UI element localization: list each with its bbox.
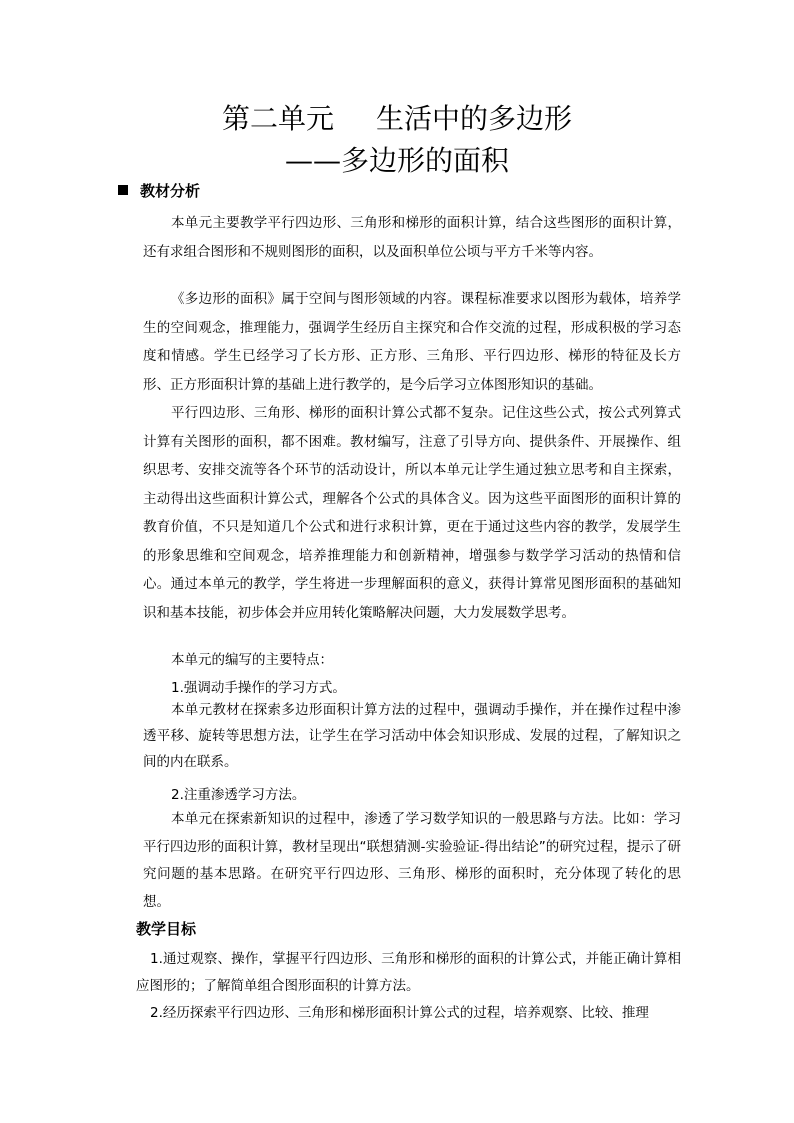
objective-item bbox=[136, 946, 681, 1000]
feature-item: 2.注重渗透学习方法。 bbox=[171, 787, 306, 803]
paragraph: 本单元在探索新知识的过程中，渗透了学习数学知识的一般思路与方法。比如：学习平行四边形的面积计算，教材呈现出“联想猜测-实验验证-得出结论”的研究过程，提示了研究问题的基本思路。在研究平行四边形、三角形、梯形的面积时，充分体现了转化的思想。 bbox=[143, 811, 681, 910]
paragraph: 平行四边形、三角形、梯形的面积计算公式都不复杂。记住这些公式，按公式列算式计算有关图形的面积，都不困难。教材编写，注意了引导方向、提供条件、开展操作、组织思考、安排交流等各个环节的活动设计，所以本单元让学生通过独立思考和自主探索，主动得出这些面积计算公式，理解各个公式的具体含义。因为这些平面图形的面积计算的教育价值，不只是知道几个公式和进行求积计算，更在于通过这些内容的教学，发展学生的形象思维和空间观念，培养推理能力和创新精神，增强参与数学学习活动的热情和信心。通过本单元的教学，学生将进一步理解面积的意义，获得计算常见图形面积的基础知识和基本技能，初步体会并应用转化策略解决问题，大力发展数学思考。 bbox=[143, 405, 681, 621]
objective-text: 2.经历探索平行四边形、三角形和梯形面积计算公式的过程，培养观察、比较、推理 bbox=[150, 1005, 649, 1021]
section-heading-objectives: 教学目标 bbox=[136, 920, 197, 938]
title-unit: 第二单元 bbox=[221, 102, 334, 135]
objective-item bbox=[136, 1000, 681, 1027]
objective-text: 1.通过观察、操作，掌握平行四边形、三角形和梯形的面积的计算公式，并能正确计算相应图形的；了解简单组合图形面积的计算方法。 bbox=[136, 951, 681, 994]
paragraph: 本单元教材在探索多边形面积计算方法的过程中，强调动手操作，并在操作过程中渗透平移、旋转等思想方法，让学生在学习活动中体会知识形成、发展的过程，了解知识之间的内在联系。 bbox=[143, 702, 681, 770]
paragraph: 《多边形的面积》属于空间与图形领域的内容。课程标准要求以图形为载体，培养学生的空间观念，推理能力，强调学生经历自主探究和合作交流的过程，形成积极的学习态度和情感。学生已经学习了长方形、正方形、三角形、平行四边形、梯形的特征及长方形、正方形面积计算的基础上进行教学的，是今后学习立体图形知识的基础。 bbox=[143, 291, 681, 393]
section-heading-analysis-text: 教材分析 bbox=[140, 182, 201, 200]
page-title bbox=[0, 102, 794, 136]
square-bullet-icon bbox=[118, 185, 128, 195]
paragraph: 本单元的编写的主要特点： bbox=[171, 652, 333, 668]
section-heading-analysis bbox=[118, 180, 200, 202]
feature-item: 1.强调动手操作的学习方式。 bbox=[171, 680, 346, 696]
title-name: 生活中的多边形 bbox=[376, 102, 573, 135]
page-subtitle: ——多边形的面积 bbox=[284, 144, 509, 177]
paragraph: 本单元主要教学平行四边形、三角形和梯形的面积计算，结合这些图形的面积计算，还有求组合图形和不规则图形的面积，以及面积单位公顷与平方千米等内容。 bbox=[143, 215, 681, 260]
